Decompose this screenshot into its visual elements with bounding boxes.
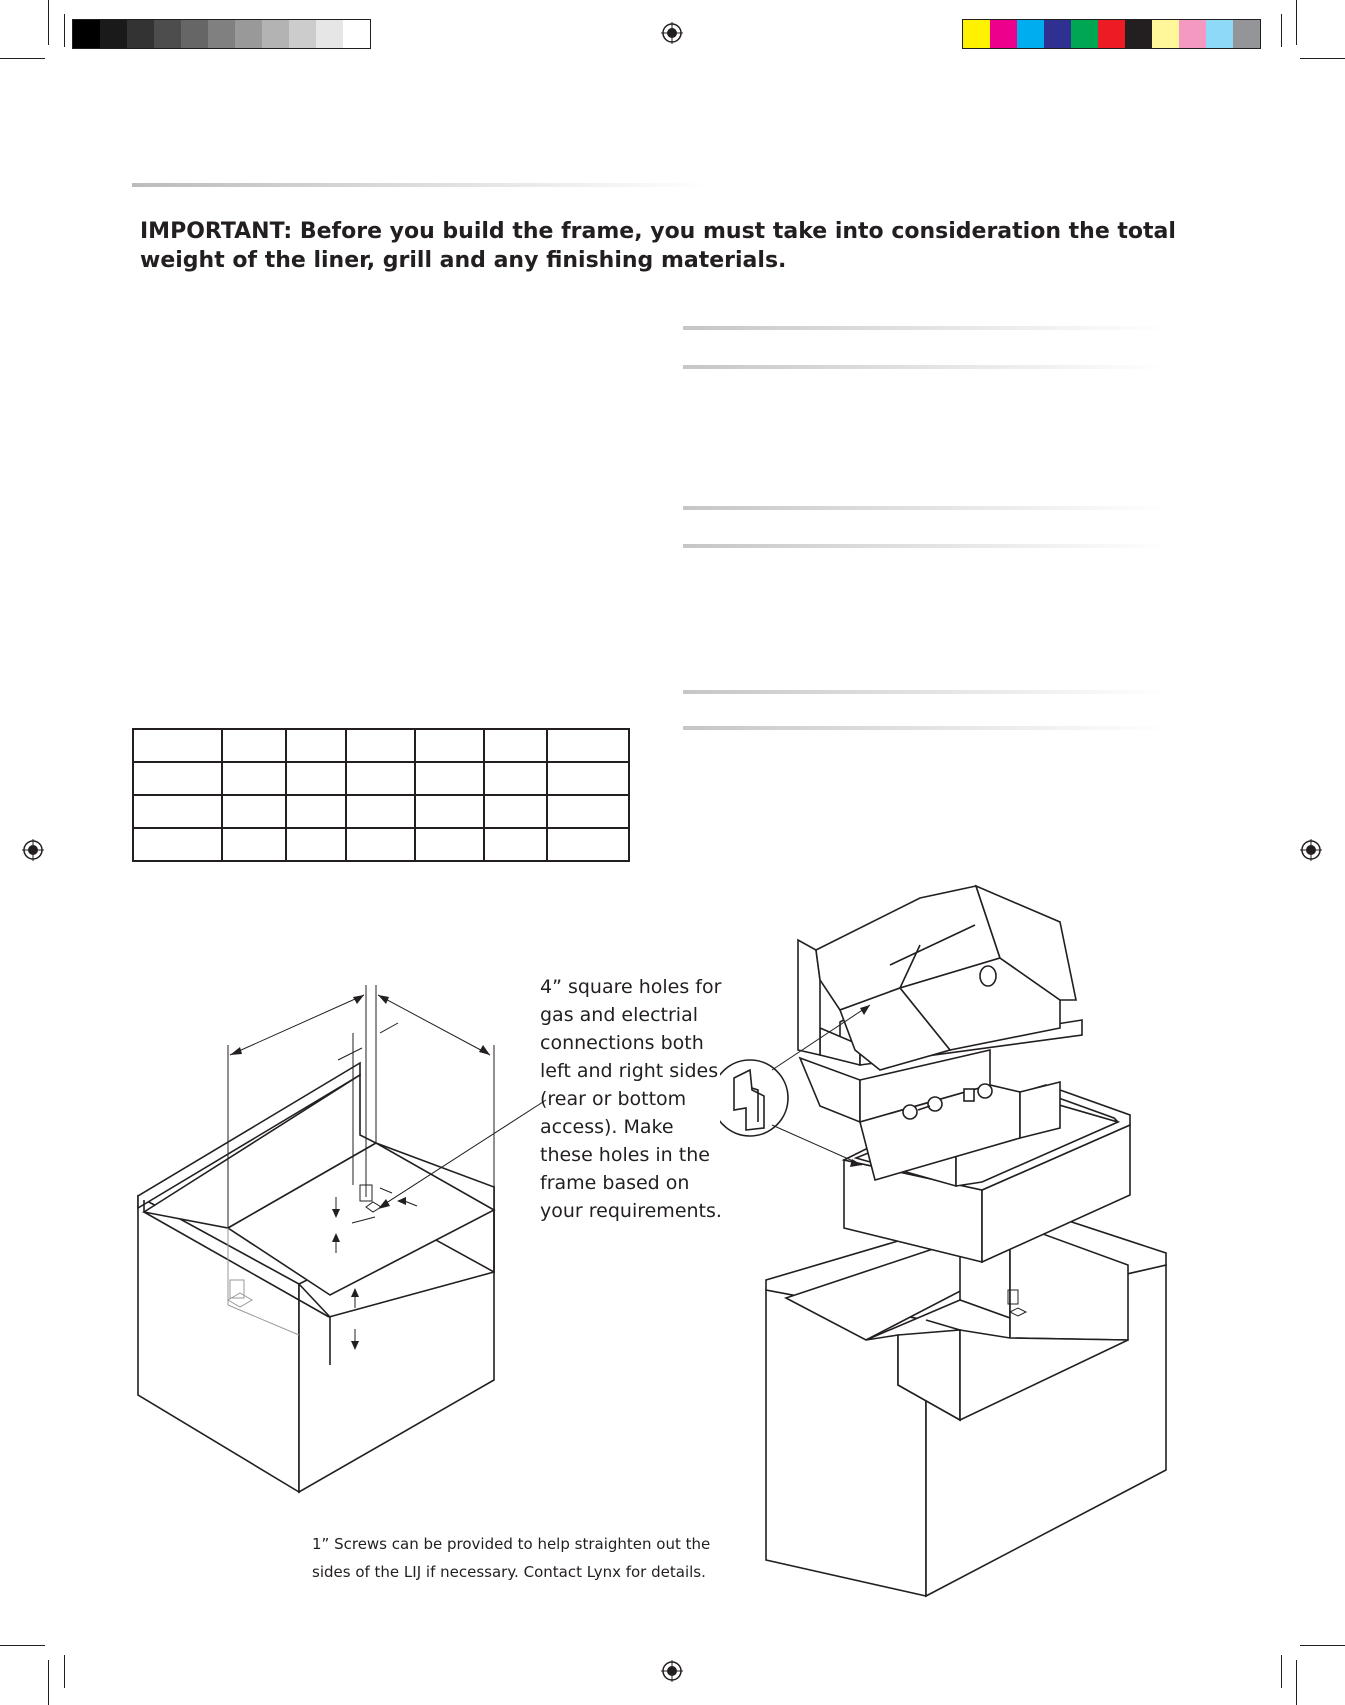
crop-mark — [1300, 58, 1345, 59]
gray-swatch — [235, 20, 262, 48]
table-row — [133, 729, 629, 762]
table-cell — [547, 828, 629, 861]
gray-swatch — [73, 20, 100, 48]
gray-swatch — [343, 20, 370, 48]
table-cell — [286, 795, 346, 828]
table-cell — [484, 729, 547, 762]
section-divider — [132, 183, 712, 187]
color-swatch — [1152, 20, 1179, 48]
registration-mark-icon — [661, 1660, 683, 1682]
table-cell — [133, 729, 222, 762]
crop-mark — [64, 14, 65, 47]
table-cell — [133, 828, 222, 861]
table-cell — [286, 762, 346, 795]
table-cell — [222, 729, 286, 762]
section-divider — [683, 326, 1168, 330]
table-cell — [286, 828, 346, 861]
crop-mark — [1300, 1645, 1345, 1646]
table-cell — [547, 729, 629, 762]
screws-footnote: 1” Screws can be provided to help straighten out the sides of the LIJ if necessary. Contact Lynx for details. — [312, 1535, 711, 1581]
table-cell — [346, 795, 415, 828]
color-calibration-bar — [962, 19, 1261, 49]
table-cell — [346, 729, 415, 762]
table-cell — [415, 795, 484, 828]
section-divider — [683, 726, 1168, 730]
color-swatch — [1206, 20, 1233, 48]
crop-mark — [64, 1655, 65, 1688]
grayscale-calibration-bar — [72, 19, 371, 49]
holes-callout-text: 4” square holes for gas and electrial connections both left and right sides (rear or bottom access). Make these holes in the frame based on your requirements. — [540, 976, 722, 1222]
table-cell — [547, 762, 629, 795]
important-note: IMPORTANT: Before you build the frame, you must take into consideration the total weight of the liner, grill and any finishing materials. — [140, 219, 1176, 273]
color-swatch — [990, 20, 1017, 48]
crop-mark — [1281, 14, 1282, 47]
color-swatch — [1071, 20, 1098, 48]
gray-swatch — [262, 20, 289, 48]
table-cell — [547, 795, 629, 828]
color-swatch — [1125, 20, 1152, 48]
gray-swatch — [181, 20, 208, 48]
gray-swatch — [289, 20, 316, 48]
gray-swatch — [208, 20, 235, 48]
table-cell — [222, 762, 286, 795]
crop-mark — [48, 0, 49, 45]
color-swatch — [1233, 20, 1260, 48]
frame-dimension-diagram — [130, 975, 550, 1505]
gray-swatch — [127, 20, 154, 48]
spec-table — [132, 728, 630, 862]
table-row — [133, 795, 629, 828]
table-cell — [133, 762, 222, 795]
color-swatch — [1179, 20, 1206, 48]
gray-swatch — [316, 20, 343, 48]
gray-swatch — [100, 20, 127, 48]
section-divider — [683, 365, 1168, 369]
table-row — [133, 762, 629, 795]
table-cell — [415, 828, 484, 861]
color-swatch — [1044, 20, 1071, 48]
color-swatch — [1017, 20, 1044, 48]
table-cell — [415, 762, 484, 795]
registration-mark-icon — [1300, 839, 1322, 861]
table-cell — [286, 729, 346, 762]
crop-mark — [0, 1645, 45, 1646]
table-cell — [415, 729, 484, 762]
registration-mark-icon — [22, 839, 44, 861]
color-swatch — [1098, 20, 1125, 48]
section-divider — [683, 544, 1168, 548]
registration-mark-icon — [661, 22, 683, 44]
crop-mark — [0, 58, 45, 59]
table-cell — [346, 828, 415, 861]
table-cell — [484, 795, 547, 828]
table-cell — [222, 828, 286, 861]
crop-mark — [1296, 1660, 1297, 1705]
table-cell — [484, 762, 547, 795]
grill-liner-frame-diagram — [720, 860, 1180, 1610]
crop-mark — [1296, 0, 1297, 45]
gray-swatch — [154, 20, 181, 48]
crop-mark — [48, 1660, 49, 1705]
table-cell — [484, 828, 547, 861]
table-cell — [346, 762, 415, 795]
table-cell — [133, 795, 222, 828]
color-swatch — [963, 20, 990, 48]
section-divider — [683, 506, 1168, 510]
section-divider — [683, 690, 1168, 694]
crop-mark — [1281, 1655, 1282, 1688]
liner-lip-detail-circle — [720, 1060, 788, 1136]
table-cell — [222, 795, 286, 828]
table-row — [133, 828, 629, 861]
